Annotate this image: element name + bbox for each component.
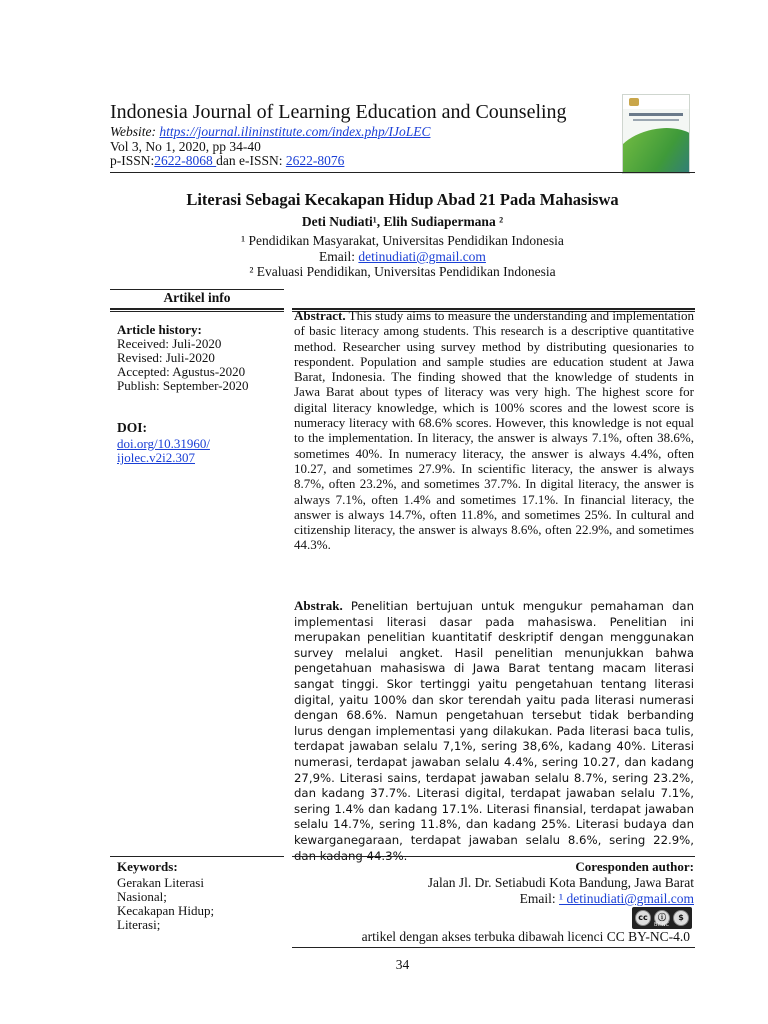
nc-icon: $ [673,910,689,926]
website-label: Website: [110,124,160,139]
author-email-link[interactable]: detinudiati@gmail.com [358,249,486,264]
cc-badge-label: BY NC [654,922,670,928]
corresponding-email-link[interactable]: ¹ detinudiati@gmail.com [559,891,694,906]
eissn-link[interactable]: 2622-8076 [285,153,345,168]
keyword-item: Kecakapan Hidup; [117,903,215,918]
article-history-heading: Article history: [117,322,202,337]
corresponding-author-heading: Coresponden author: [575,859,694,874]
article-title: Literasi Sebagai Kecakapan Hidup Abad 21 Pada Mahasiswa [186,190,619,209]
article-authors: Deti Nudiati¹, Elih Sudiapermana ² [301,214,504,229]
header-divider [110,172,695,173]
abstract-english [294,308,694,553]
doi-heading: DOI: [117,420,147,435]
footer-divider [292,947,695,948]
history-revised: Revised: Juli-2020 [117,350,215,365]
license-statement: artikel dengan akses terbuka dibawah licenci CC BY-NC-4.0 [361,929,690,944]
affiliation-2: ² Evaluasi Pendidikan, Universitas Pendidikan Indonesia [249,264,556,279]
abstract-label: Abstract. [294,308,346,323]
eissn-label: dan e-ISSN: [216,153,286,168]
doi-link[interactable]: doi.org/10.31960/ [117,436,210,451]
corresponding-email-line [350,891,694,907]
journal-title: Indonesia Journal of Learning Education and Counseling [110,101,567,123]
history-publish: Publish: September-2020 [117,378,249,393]
history-accepted: Accepted: Agustus-2020 [117,364,246,379]
abstract-text: This study aims to measure the understanding and implementation of basic literacy among students. This research is a descriptive quantitative method. Researcher using survey method by distributing quesionaries to respondent. Population and sample studies are education student at Jawa Barat, Indonesia. The finding showed that the knowledge of students in Jawa Barat about types of literacy was very high. The highest score for digital literacy knowledge, which is 100% scores and the lowest score is numeracy literacy with 68.6% scores. However, this knowledge is not equal to the implementation. In literacy, the answer is always 7.1%, often 38.6%, sometimes 40%. In numeracy literacy, the answer is always 4.4%, often 10.27, and sometimes 27.9%. In scientific literacy, the answer is always 8.7%, often 23.2%, and sometimes 37.7%. In digital literacy, the answer is always 7.1%, often 1.4% and sometimes 17.1%. In financial literacy, the answer is always 14.7%, often 11.8%, and sometimes 25%. In cultural and citizenship literacy, the answer is always 8.6%, often 22.9%, and sometimes 44.3%. [294,308,694,553]
issn-line [110,153,344,169]
journal-cover-image [622,94,690,174]
author-email-line [110,249,695,265]
keyword-item: Nasional; [117,889,167,904]
abstract-indonesian [294,598,694,864]
pissn-link[interactable]: 2622-8068 [154,153,217,168]
affiliation-1: ¹ Pendidikan Masyarakat, Universitas Pendidikan Indonesia [241,233,564,248]
history-received: Received: Juli-2020 [117,336,222,351]
volume-line: Vol 3, No 1, 2020, pp 34-40 [110,139,261,154]
keyword-item: Gerakan Literasi [117,875,204,890]
correspondence-divider [292,856,695,857]
website-link[interactable]: https://journal.ilininstitute.com/index.php/IJoLEC [159,124,431,139]
keywords-heading: Keywords: [117,859,178,874]
corresponding-email-label: Email: [519,891,560,906]
corresponding-address: Jalan Jl. Dr. Setiabudi Kota Bandung, Jawa Barat [427,875,694,890]
abstrak-label: Abstrak. [294,598,343,613]
abstrak-text: Penelitian bertujuan untuk mengukur pemahaman dan implementasi literasi dasar pada mahasiswa. Penelitian ini merupakan penelitian kuantitatif deskriptif dengan menggunakan survey melalui angket. Hasil penelitian menunjukkan bahwa pengetahuan mahasiswa di Jawa Barat tentang macam literasi sangat tinggi. Skor tertinggi yaitu pengetahuan tentang literasi digital, yaitu 100% dan skor terendah yaitu pada literasi numerasi dengan 68.6%. Namun pengetahuan tersebut tidak berbanding lurus dengan implementasi yang dilakukan. Pada literasi baca tulis, terdapat jawaban selalu 7,1%, sering 38,6%, kadang 40%. Literasi numerasi, terdapat jawaban selalu 4.4%, sering 10.27, dan kadang 27,9%. Literasi sains, terdapat jawaban selalu 8.7%, sering 23.2%, dan kadang 37.7%. Literasi digital, terdapat jawaban selalu 7.1%, sering 1.4% dan kadang 17.1%. Literasi finansial, terdapat jawaban selalu 14.7%, sering 11.8%, dan kadang 25%. Literasi budaya dan kewarganegaraan, terdapat jawaban selalu 8.6%, sering 22.9%, dan kadang 44.3%. [294,599,694,863]
website-line [110,124,430,140]
doi-link-continued[interactable]: ijolec.v2i2.307 [117,450,195,465]
keywords-divider [110,856,284,857]
info-divider-left-thin [110,311,284,312]
pissn-label: p-ISSN: [110,153,155,168]
email-label: Email: [319,249,359,264]
cc-license-badge-icon[interactable] [632,907,692,929]
page-number: 34 [395,957,410,972]
cc-icon: cc [635,910,651,926]
by-icon: ⓘ [654,910,670,926]
info-divider-left [110,308,284,310]
article-info-heading: Artikel info [163,290,231,305]
keyword-item: Literasi; [117,917,161,932]
